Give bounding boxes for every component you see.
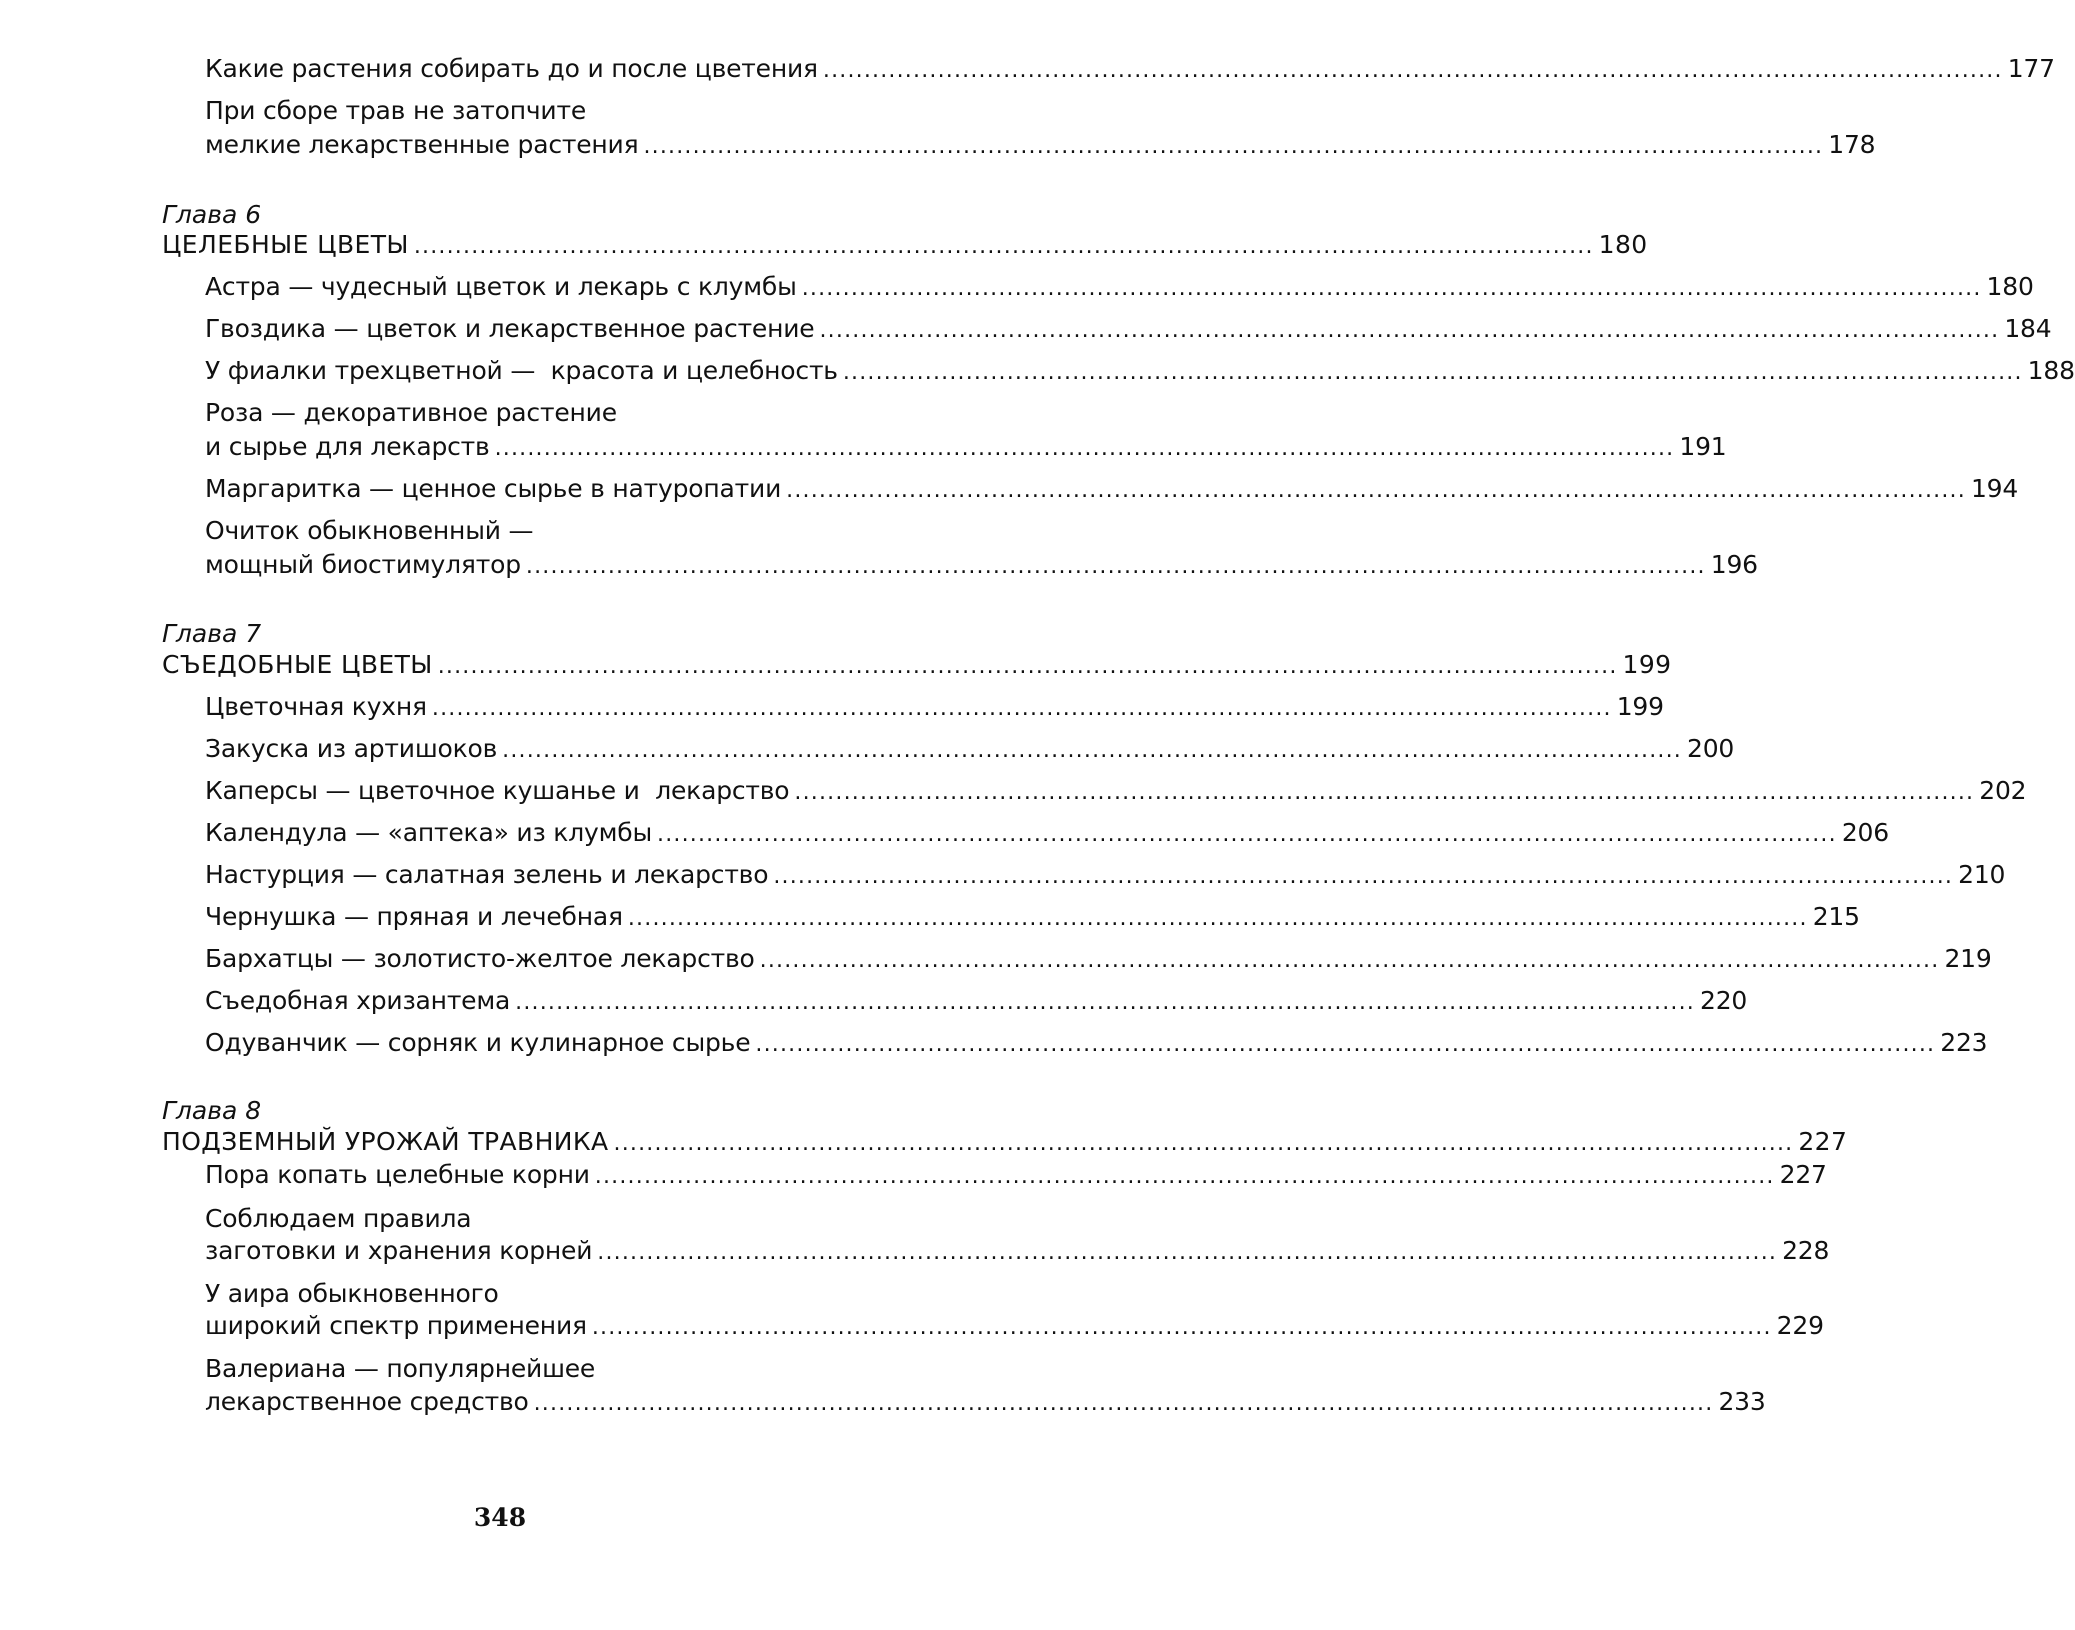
dot-leader: ................................................................................................................................................ [591, 1315, 1772, 1340]
chapter-6-title: ЦЕЛЕБНЫЕ ЦВЕТЫ [162, 230, 409, 259]
toc-entry-page: 200 [1686, 734, 1735, 763]
toc-entry [205, 1158, 1827, 1194]
chapter-7-page: 199 [1622, 650, 1672, 679]
toc-entry-page: 202 [1979, 776, 2027, 805]
toc-entry-title-line: Соблюдаем правила [205, 1204, 472, 1233]
chapter-8-label: Глава 8 [162, 1096, 262, 1125]
toc-entry-title: мелкие лекарственные растения [205, 130, 639, 159]
dot-leader: ................................................................................................................................................ [525, 554, 1706, 579]
dot-leader: ................................................................................................................................................ [755, 1032, 1936, 1057]
toc-entry-page: 227 [1779, 1160, 1827, 1189]
toc-entry [205, 1026, 1988, 1062]
toc-entry-page: 215 [1812, 902, 1860, 931]
toc-entry-page: 180 [1986, 272, 2034, 301]
toc-entry-title: Съедобная хризантема [205, 986, 511, 1015]
toc-entry-page: 228 [1782, 1236, 1830, 1265]
dot-leader: ................................................................................................................................................ [794, 780, 1975, 805]
toc-entry-title: Маргаритка — ценное сырье в натуропатии [205, 474, 782, 503]
toc-entry-page: 188 [2027, 356, 2075, 385]
toc-entry [205, 472, 2019, 508]
toc-entry-page: 210 [1958, 860, 2006, 889]
toc-entry-title: мощный биостимулятор [205, 550, 521, 579]
chapter-7-title: СЪЕДОБНЫЕ ЦВЕТЫ [162, 650, 433, 679]
dot-leader: ................................................................................................................................................ [819, 318, 2000, 343]
dot-leader: ................................................................................................................................................ [502, 738, 1682, 763]
toc-entry [205, 1309, 1824, 1345]
toc-entry-title: Каперсы — цветочное кушанье и лекарство [205, 776, 790, 805]
dot-leader: ................................................................................................................................................ [533, 1391, 1714, 1416]
toc-entry-page: 178 [1828, 130, 1876, 159]
dot-leader: ................................................................................................................................................ [597, 1240, 1778, 1265]
dot-leader: ................................................................................................................................................ [413, 234, 1594, 259]
chapter-7-title-row [162, 648, 1672, 684]
toc-entry-page: 233 [1718, 1387, 1766, 1416]
chapter-8-page: 227 [1798, 1127, 1848, 1156]
toc-entry-title: У фиалки трехцветной — красота и целебность [205, 356, 838, 385]
toc-entry [205, 942, 1992, 978]
toc-entry [205, 548, 1758, 584]
toc-entry-title: Бархатцы — золотисто-желтое лекарство [205, 944, 755, 973]
toc-entry-title-line: Очиток обыкновенный — [205, 516, 534, 545]
toc-entry-page: 229 [1776, 1311, 1824, 1340]
dot-leader: ................................................................................................................................................ [437, 654, 1618, 679]
toc-entry-page: 184 [2004, 314, 2052, 343]
dot-leader: ................................................................................................................................................ [594, 1164, 1775, 1189]
dot-leader: ................................................................................................................................................ [773, 864, 1954, 889]
dot-leader: ................................................................................................................................................ [801, 276, 1982, 301]
dot-leader: ................................................................................................................................................ [759, 948, 1940, 973]
page-number: 348 [473, 1503, 527, 1532]
toc-entry [205, 270, 2034, 306]
toc-entry-title: и сырье для лекарств [205, 432, 490, 461]
toc-entry-title: Цветочная кухня [205, 692, 427, 721]
toc-entry-title: лекарственное средство [205, 1387, 529, 1416]
chapter-8-title: ПОДЗЕМНЫЙ УРОЖАЙ ТРАВНИКА [162, 1127, 609, 1156]
dot-leader: ................................................................................................................................................ [643, 134, 1824, 159]
toc-entry-title-line: Валериана — популярнейшее [205, 1354, 596, 1383]
toc-entry [205, 816, 1889, 852]
toc-entry [205, 1385, 1766, 1421]
toc-entry-title: Пора копать целебные корни [205, 1160, 590, 1189]
toc-entry-page: 196 [1710, 550, 1758, 579]
toc-entry [205, 900, 1860, 936]
toc-entry-title-line: У аира обыкновенного [205, 1279, 499, 1308]
toc-entry-title: Какие растения собирать до и после цветения [205, 54, 818, 83]
toc-entry [205, 1234, 1830, 1270]
toc-entry-page: 220 [1699, 986, 1748, 1015]
toc-entry [205, 128, 1876, 164]
toc-entry-title: Закуска из артишоков [205, 734, 498, 763]
dot-leader: ................................................................................................................................................ [627, 906, 1808, 931]
toc-entry-title: заготовки и хранения корней [205, 1236, 593, 1265]
toc-entry-title: Чернушка — пряная и лечебная [205, 902, 623, 931]
toc-entry [205, 690, 1664, 726]
dot-leader: ................................................................................................................................................ [822, 58, 2003, 83]
toc-entry-title-line: Роза — декоративное растение [205, 398, 617, 427]
toc-entry-page: 219 [1944, 944, 1992, 973]
toc-entry-title: Настурция — салатная зелень и лекарство [205, 860, 769, 889]
dot-leader: ................................................................................................................................................ [431, 696, 1612, 721]
toc-entry-title: Астра — чудесный цветок и лекарь с клумбы [205, 272, 797, 301]
toc-entry-page: 206 [1841, 818, 1889, 847]
chapter-6-page: 180 [1598, 230, 1648, 259]
toc-entry-page: 191 [1679, 432, 1727, 461]
toc-entry-page: 194 [1970, 474, 2019, 503]
toc-entry [205, 774, 2027, 810]
toc-entry-page: 223 [1940, 1028, 1988, 1057]
toc-entry-page: 177 [2007, 54, 2055, 83]
toc-entry [205, 52, 2055, 88]
toc-entry-page: 199 [1616, 692, 1664, 721]
dot-leader: ................................................................................................................................................ [494, 436, 1675, 461]
toc-entry-title: Одуванчик — сорняк и кулинарное сырье [205, 1028, 751, 1057]
toc-entry-title: широкий спектр применения [205, 1311, 587, 1340]
dot-leader: ................................................................................................................................................ [657, 822, 1837, 847]
toc-entry [205, 858, 2006, 894]
chapter-6-title-row [162, 228, 1648, 264]
toc-entry [205, 732, 1735, 768]
chapter-6-label: Глава 6 [162, 200, 262, 229]
toc-entry [205, 354, 2075, 390]
toc-entry-title: Гвоздика — цветок и лекарственное растение [205, 314, 815, 343]
toc-entry-title: Календула — «аптека» из клумбы [205, 818, 652, 847]
chapter-7-label: Глава 7 [162, 619, 262, 648]
dot-leader: ................................................................................................................................................ [515, 990, 1695, 1015]
chapter-8-title-row [162, 1125, 1848, 1161]
dot-leader: ................................................................................................................................................ [786, 478, 1966, 503]
toc-entry [205, 430, 1727, 466]
dot-leader: ................................................................................................................................................ [613, 1131, 1794, 1156]
toc-entry-title-line: При сборе трав не затопчите [205, 96, 587, 125]
dot-leader: ................................................................................................................................................ [842, 360, 2023, 385]
toc-entry [205, 984, 1748, 1020]
toc-entry [205, 312, 2052, 348]
